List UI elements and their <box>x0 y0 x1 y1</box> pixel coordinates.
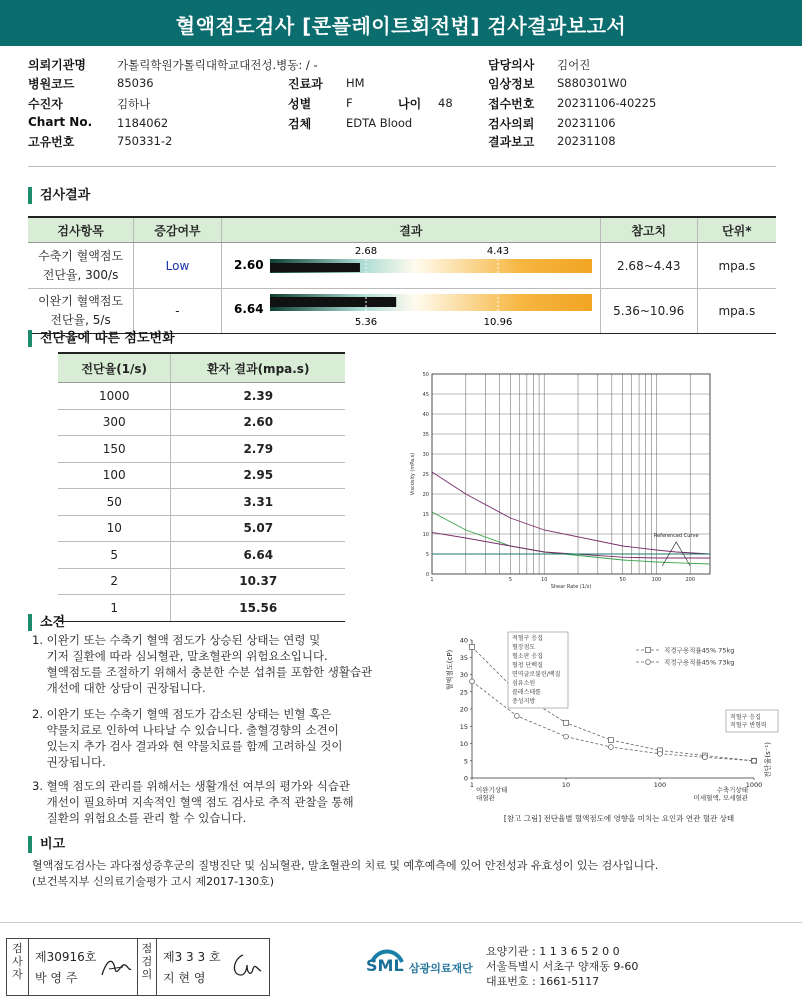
x-tick-label: 5 <box>508 577 513 583</box>
org-info <box>486 944 638 989</box>
table-row <box>58 489 345 516</box>
y-tick-label: 40 <box>459 636 468 645</box>
low-label: 5.36 <box>354 317 377 328</box>
shear-rate-cell: 2 <box>58 568 171 595</box>
reference-figure <box>436 630 782 826</box>
factor-label: 면역글로불린/백질 <box>512 671 561 678</box>
item-name-line2: 전단율, 5/s <box>50 313 111 327</box>
result-value: 6.64 <box>233 302 264 316</box>
y-tick-label: 15 <box>459 722 468 731</box>
result-bar <box>222 243 600 285</box>
y-axis-label: 혈액점도(cP) <box>446 649 454 691</box>
table-row <box>58 436 345 463</box>
x-tick-label: 1 <box>430 577 434 583</box>
patient-result-cell: 10.37 <box>171 568 345 595</box>
shear-rate-cell: 1000 <box>58 383 171 410</box>
phone: 대표번호 : 1661-5117 <box>486 975 600 988</box>
dept-value: HM <box>346 76 365 90</box>
reference-cell: 5.36~10.96 <box>600 289 697 334</box>
data-point <box>564 734 569 739</box>
opinion-line: 기저 질환에 따라 심뇌혈관, 말초혈관의 위험요소입니다. <box>32 649 328 663</box>
unit-cell: mpa.s <box>697 243 776 289</box>
x-tick-label: 1000 <box>745 781 763 789</box>
item-name <box>28 243 134 289</box>
chart-value: 1184062 <box>117 116 169 130</box>
y-tick-label: 30 <box>422 452 429 458</box>
clinical-value: S880301W0 <box>557 76 627 90</box>
patient-result-cell: 3.31 <box>171 489 345 516</box>
table-row <box>58 542 345 569</box>
item-name-line2: 전단율, 300/s <box>42 267 119 282</box>
table-row <box>28 243 776 289</box>
table-row <box>28 289 776 334</box>
header-reference: 참고치 <box>600 217 697 243</box>
x-tick-label: 1 <box>469 781 475 789</box>
data-point <box>658 751 663 756</box>
x-tick-label: 100 <box>651 577 662 583</box>
result-bar-cell <box>221 289 600 334</box>
unit-cell: mpa.s <box>697 289 776 334</box>
y-tick-label: 0 <box>463 774 468 783</box>
specimen-value: EDTA Blood <box>346 116 413 130</box>
y-tick-label: 20 <box>459 705 468 714</box>
code-value: 85036 <box>117 76 154 90</box>
header-shear-rate: 전단율(1/s) <box>58 353 171 383</box>
legend-marker <box>646 648 651 653</box>
patient-result-cell: 2.95 <box>171 462 345 489</box>
x-axis-label: Shear Rate (1/s) <box>550 584 592 590</box>
agency-number: 요양기관 : 1 1 3 6 5 2 0 0 <box>486 945 620 958</box>
clinical-label: 임상정보 <box>488 77 535 91</box>
y-tick-label: 20 <box>422 492 429 498</box>
sml-logo <box>366 944 406 984</box>
patient-result-cell: 2.79 <box>171 436 345 463</box>
factor-label: 적혈구 변형력 <box>730 722 767 729</box>
opinion-line: 약물치료로 인하여 나타날 수 있습니다. 출혈경향의 소견이 <box>32 723 339 737</box>
x-tick-label: 200 <box>685 577 696 583</box>
results-section-title: 검사결과 <box>28 187 90 204</box>
factor-label: 콜레스테롤 <box>512 689 541 696</box>
x-tick-label: 10 <box>541 577 548 583</box>
specimen-label: 검체 <box>288 117 312 131</box>
table-row <box>58 409 345 436</box>
data-point <box>702 755 707 760</box>
flag-cell: - <box>134 289 222 334</box>
code-label: 병원코드 <box>28 77 75 91</box>
result-bar <box>222 289 600 330</box>
figure-caption: [참고 그림] 전단율별 혈액점도에 영향을 미치는 요인과 연관 혈관 상태 <box>503 814 735 823</box>
y-tick-label: 5 <box>463 757 468 766</box>
x-right-label: 미세혈액, 모세혈관 <box>693 794 748 802</box>
shear-rate-cell: 300 <box>58 409 171 436</box>
header-result: 결과 <box>221 217 600 243</box>
request-label: 검사의뢰 <box>488 117 535 131</box>
tester-label: 검사자 <box>7 939 29 995</box>
header-patient-result: 환자 결과(mpa.s) <box>171 353 345 383</box>
y-tick-label: 35 <box>459 653 468 662</box>
header-flag: 증감여부 <box>134 217 222 243</box>
data-point <box>608 745 613 750</box>
factor-label: 적혈구 응집 <box>512 635 543 642</box>
factor-label: 혈장점도 <box>512 644 536 651</box>
uid-value: 750331-2 <box>117 134 173 148</box>
series-line <box>432 472 710 554</box>
opinion-paragraph-3 <box>32 778 354 826</box>
y-tick-label: 5 <box>425 552 429 558</box>
remarks-section-title: 비고 <box>28 836 65 853</box>
sex-value: F <box>346 96 353 110</box>
receipt-label: 접수번호 <box>488 97 535 111</box>
high-label: 4.43 <box>486 246 509 257</box>
annotation-label: Referenced Curve <box>653 532 699 539</box>
address: 서울특별시 서초구 양재동 9-60 <box>486 960 639 973</box>
item-name-line1: 수축기 혈액점도 <box>38 248 124 263</box>
opinion-line: 있는지 추가 검사 결과와 현 약물치료를 함께 고려하실 것이 <box>32 739 343 753</box>
tester-name: 박 영 주 <box>35 971 78 985</box>
y-tick-label: 0 <box>425 572 429 578</box>
data-point <box>470 679 475 684</box>
remarks-line: (보건복지부 신의료기술평가 고시 제2017-130호) <box>32 875 275 888</box>
factor-label: 섬유소원 <box>512 680 536 687</box>
request-value: 20231106 <box>557 116 616 130</box>
legend-label: 직경구용적률45% 73kg <box>664 658 735 667</box>
x-tick-label: 50 <box>619 577 626 583</box>
opinion-paragraph-1 <box>32 632 372 696</box>
receipt-value: 20231106-40225 <box>557 96 657 110</box>
header-item: 검사항목 <box>28 217 134 243</box>
opinion-line: 혈액점도를 조절하기 위해서 충분한 수분 섭취를 포함한 생활습관 <box>32 665 373 679</box>
viscosity-curve-chart <box>408 370 728 590</box>
y-tick-label: 40 <box>422 412 429 418</box>
x-tick-label: 100 <box>653 781 667 789</box>
report-value: 20231108 <box>557 134 616 148</box>
x-right-label: 수축기상태 <box>716 786 748 794</box>
chart-label: Chart No. <box>28 115 93 129</box>
shear-rate-cell: 50 <box>58 489 171 516</box>
opinion-line: 개선이 필요하며 지속적인 혈액 점도 검사로 추적 관찰을 통해 <box>32 795 354 809</box>
high-label: 10.96 <box>483 317 513 328</box>
shear-rate-cell: 150 <box>58 436 171 463</box>
factor-label: 적혈구 응집 <box>730 714 761 721</box>
shear-section-title: 전단율에 따른 점도변화 <box>28 330 175 347</box>
patient-label: 수진자 <box>28 97 63 111</box>
data-point <box>608 738 613 743</box>
patient-result-cell: 6.64 <box>171 542 345 569</box>
shear-rate-cell: 1 <box>58 595 171 622</box>
remarks-line: 혈액점도검사는 과다점성증후군의 질병진단 및 심뇌혈관, 말초혈관의 치료 및 예후예측에 있어 안전성과 유효성이 있는 검사입니다. <box>32 859 659 872</box>
y-tick-label: 50 <box>422 372 429 378</box>
y-axis-label: Viscosity (mPa.s) <box>410 452 416 496</box>
reviewer-name: 지 현 영 <box>163 971 206 985</box>
report-title: 혈액점도검사 [콘플레이트회전법] 검사결과보고서 <box>0 0 802 46</box>
patient-result-cell: 2.39 <box>171 383 345 410</box>
value-bar <box>270 297 396 307</box>
x-tick-label: 10 <box>561 781 571 789</box>
table-row <box>58 383 345 410</box>
shear-header-row <box>58 353 345 383</box>
reviewer-signature <box>229 951 263 981</box>
age-value: 48 <box>438 96 453 110</box>
x-left-label: 이완기상태 <box>476 786 508 794</box>
logo-subtitle: 삼광의료재단 <box>409 962 473 975</box>
report-label: 결과보고 <box>488 135 535 149</box>
doctor-value: 김어진 <box>557 58 591 72</box>
opinion-line: 권장됩니다. <box>32 755 106 769</box>
hospital-label: 의뢰기관명 <box>28 58 86 72</box>
divider <box>28 166 776 167</box>
y-tick-label: 10 <box>422 532 429 538</box>
result-value: 2.60 <box>233 258 264 272</box>
low-label: 2.68 <box>354 246 377 257</box>
reference-cell: 2.68~4.43 <box>600 243 697 289</box>
legend-label: 직경구용적률45% 75kg <box>664 646 735 655</box>
opinion-paragraph-2 <box>32 706 342 770</box>
table-row <box>58 515 345 542</box>
opinion-section-title: 소견 <box>28 614 65 631</box>
patient-result-cell: 2.60 <box>171 409 345 436</box>
data-point <box>470 644 475 649</box>
remarks-text <box>32 858 658 890</box>
tester-number: 제30916호 <box>35 950 97 964</box>
shear-table-body <box>58 383 345 622</box>
signature-box <box>6 938 270 996</box>
sex-label: 성별 <box>288 97 312 111</box>
shear-rate-cell: 100 <box>58 462 171 489</box>
uid-label: 고유번호 <box>28 135 75 149</box>
reviewer-number: 제3 3 3 호 <box>163 950 221 964</box>
shear-rate-cell: 5 <box>58 542 171 569</box>
hospital-value: 가톨릭학원가톨릭대학교대전성.병동: / - <box>117 58 318 72</box>
opinion-line: 2. 이완기 또는 수축기 혈액 점도가 감소된 상태는 빈혈 혹은 <box>32 707 332 721</box>
shear-rate-cell: 10 <box>58 515 171 542</box>
divider <box>0 922 802 923</box>
table-row <box>58 595 345 622</box>
x-left-label: 대혈관 <box>476 794 495 802</box>
y-tick-label: 25 <box>422 472 429 478</box>
patient-value: 김하나 <box>117 97 151 111</box>
data-point <box>564 720 569 725</box>
tester-signature <box>99 955 133 979</box>
reviewer-label: 점검의 <box>137 939 157 995</box>
value-bar <box>270 263 360 272</box>
data-point <box>514 714 519 719</box>
doctor-label: 담당의사 <box>488 58 535 72</box>
opinion-line: 1. 이완기 또는 수축기 혈액 점도가 상승된 상태는 연령 및 <box>32 633 321 647</box>
table-row <box>58 568 345 595</box>
opinion-line: 개선에 대한 상담이 권장됩니다. <box>32 681 206 695</box>
opinion-line: 3. 혈액 점도의 관리를 위해서는 생활개선 여부의 평가와 식습관 <box>32 779 350 793</box>
factor-label: 중성지방 <box>512 698 536 705</box>
factor-label: 혈청 단백질 <box>512 662 543 669</box>
legend-marker <box>646 660 651 665</box>
y-tick-label: 10 <box>459 740 468 748</box>
header-unit: 단위* <box>697 217 776 243</box>
patient-result-cell: 15.56 <box>171 595 345 622</box>
y-tick-label: 15 <box>422 512 429 518</box>
shear-table <box>58 352 345 622</box>
y-tick-label: 35 <box>422 432 429 438</box>
item-name-line1: 이완기 혈액점도 <box>38 294 124 308</box>
item-name <box>28 289 134 334</box>
table-row <box>58 462 345 489</box>
opinion-line: 질환의 위험요소를 관리 할 수 있습니다. <box>32 811 247 825</box>
result-bar-cell <box>221 243 600 289</box>
data-point <box>752 758 757 763</box>
patient-result-cell: 5.07 <box>171 515 345 542</box>
y-tick-label: 45 <box>422 392 429 398</box>
results-table <box>28 216 776 334</box>
logo-text: SML <box>366 956 404 975</box>
y-tick-label: 25 <box>459 688 468 697</box>
factor-label: 혈소판 응집 <box>512 653 543 660</box>
y-tick-label: 30 <box>459 671 468 679</box>
x-axis-label: 전단율(s⁻¹) <box>764 742 772 778</box>
age-label: 나이 <box>398 97 422 111</box>
results-header-row <box>28 217 776 243</box>
flag-cell: Low <box>134 243 222 289</box>
dept-label: 진료과 <box>288 77 323 91</box>
